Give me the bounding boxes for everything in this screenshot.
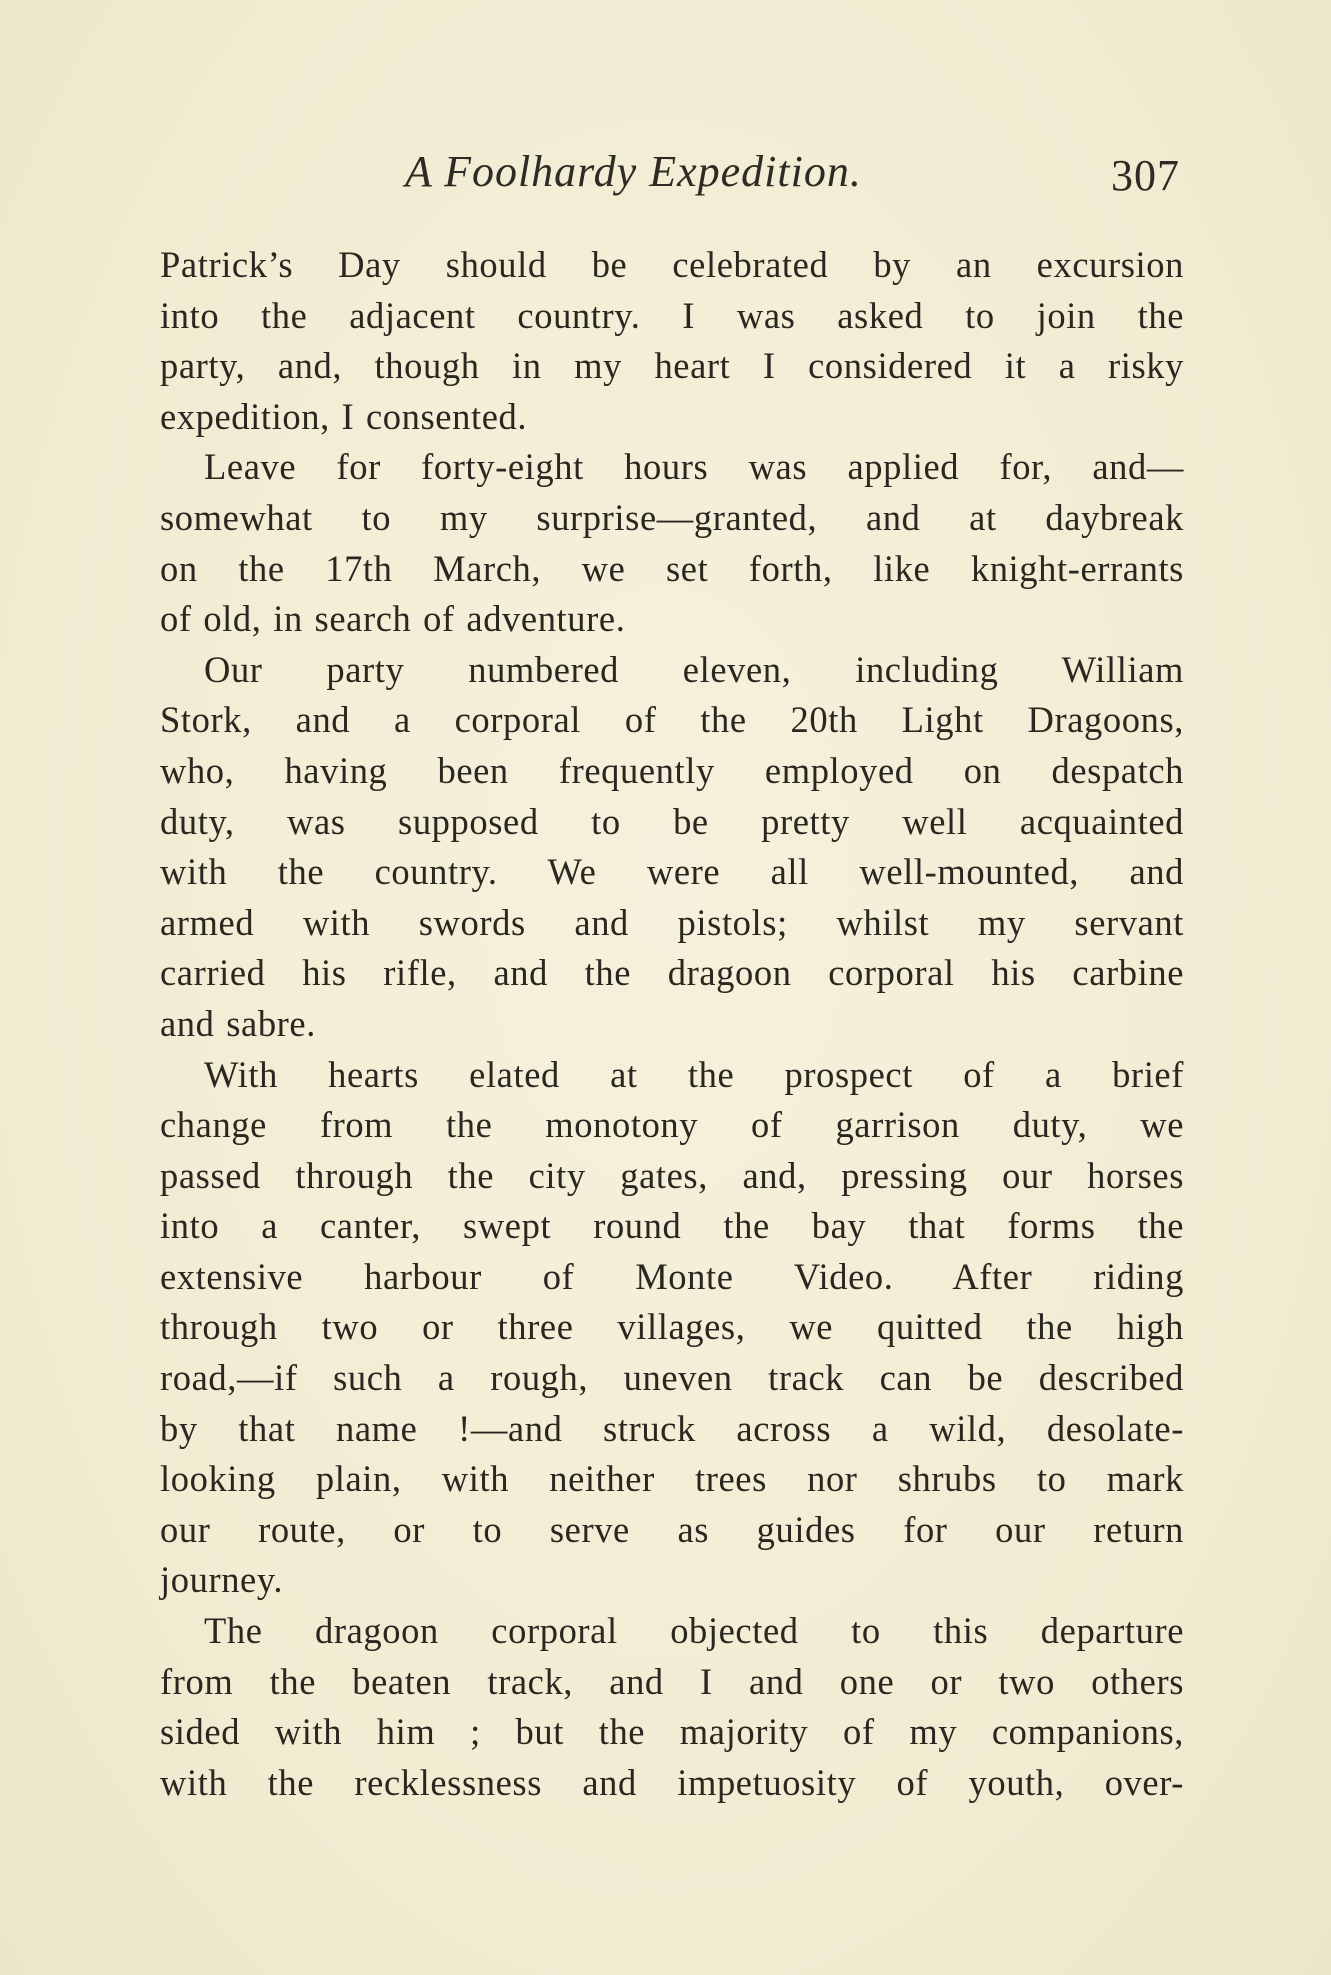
text-line: our route, or to serve as guides for our return (160, 1508, 1184, 1550)
text-line: journey. (160, 1559, 284, 1601)
text-line: change from the monotony of garrison duty, we (160, 1104, 1184, 1146)
text-line: on the 17th March, we set forth, like knight-errants (160, 547, 1184, 589)
text-line: carried his rifle, and the dragoon corporal his carbine (160, 952, 1184, 994)
text-line: duty, was supposed to be pretty well acquainted (160, 800, 1184, 842)
text-line: from the beaten track, and I and one or two others (160, 1660, 1184, 1702)
text-line: looking plain, with neither trees nor shrubs to mark (160, 1458, 1184, 1500)
page-number: 307 (1111, 151, 1180, 200)
page-header (160, 146, 1184, 206)
text-line: with the recklessness and impetuosity of youth, over- (160, 1761, 1184, 1803)
text-line: of old, in search of adventure. (160, 598, 626, 640)
text-line: armed with swords and pistols; whilst my servant (160, 901, 1184, 943)
text-line: and sabre. (160, 1002, 316, 1044)
text-line: into a canter, swept round the bay that forms the (160, 1205, 1184, 1247)
text-line: with the country. We were all well-mounted, and (160, 851, 1184, 893)
text-line: expedition, I consented. (160, 395, 528, 437)
body-text (160, 240, 1184, 1808)
text-line: by that name !—and struck across a wild, desolate- (160, 1407, 1184, 1449)
text-line: Stork, and a corporal of the 20th Light Dragoons, (160, 699, 1184, 741)
text-line: somewhat to my surprise—granted, and at daybreak (160, 496, 1184, 538)
running-title: A Foolhardy Expedition. (405, 147, 862, 196)
text-line: into the adjacent country. I was asked to join the (160, 294, 1184, 336)
text-line: Patrick’s Day should be celebrated by an excursion (160, 244, 1184, 285)
text-line: who, having been frequently employed on despatch (160, 749, 1184, 791)
text-line: road,—if such a rough, uneven track can be described (160, 1357, 1184, 1399)
text-line: Our party numbered eleven, including William (204, 648, 1184, 690)
text-line: The dragoon corporal objected to this departure (204, 1610, 1184, 1652)
text-line: passed through the city gates, and, pressing our horses (160, 1154, 1184, 1196)
text-line: Leave for forty-eight hours was applied for, and— (204, 446, 1184, 488)
text-line: extensive harbour of Monte Video. After riding (160, 1255, 1184, 1297)
text-line: sided with him ; but the majority of my companions, (160, 1711, 1184, 1753)
text-line: With hearts elated at the prospect of a brief (204, 1053, 1184, 1095)
text-line: party, and, though in my heart I considered it a risky (160, 345, 1184, 387)
text-line: through two or three villages, we quitted the high (160, 1306, 1184, 1348)
